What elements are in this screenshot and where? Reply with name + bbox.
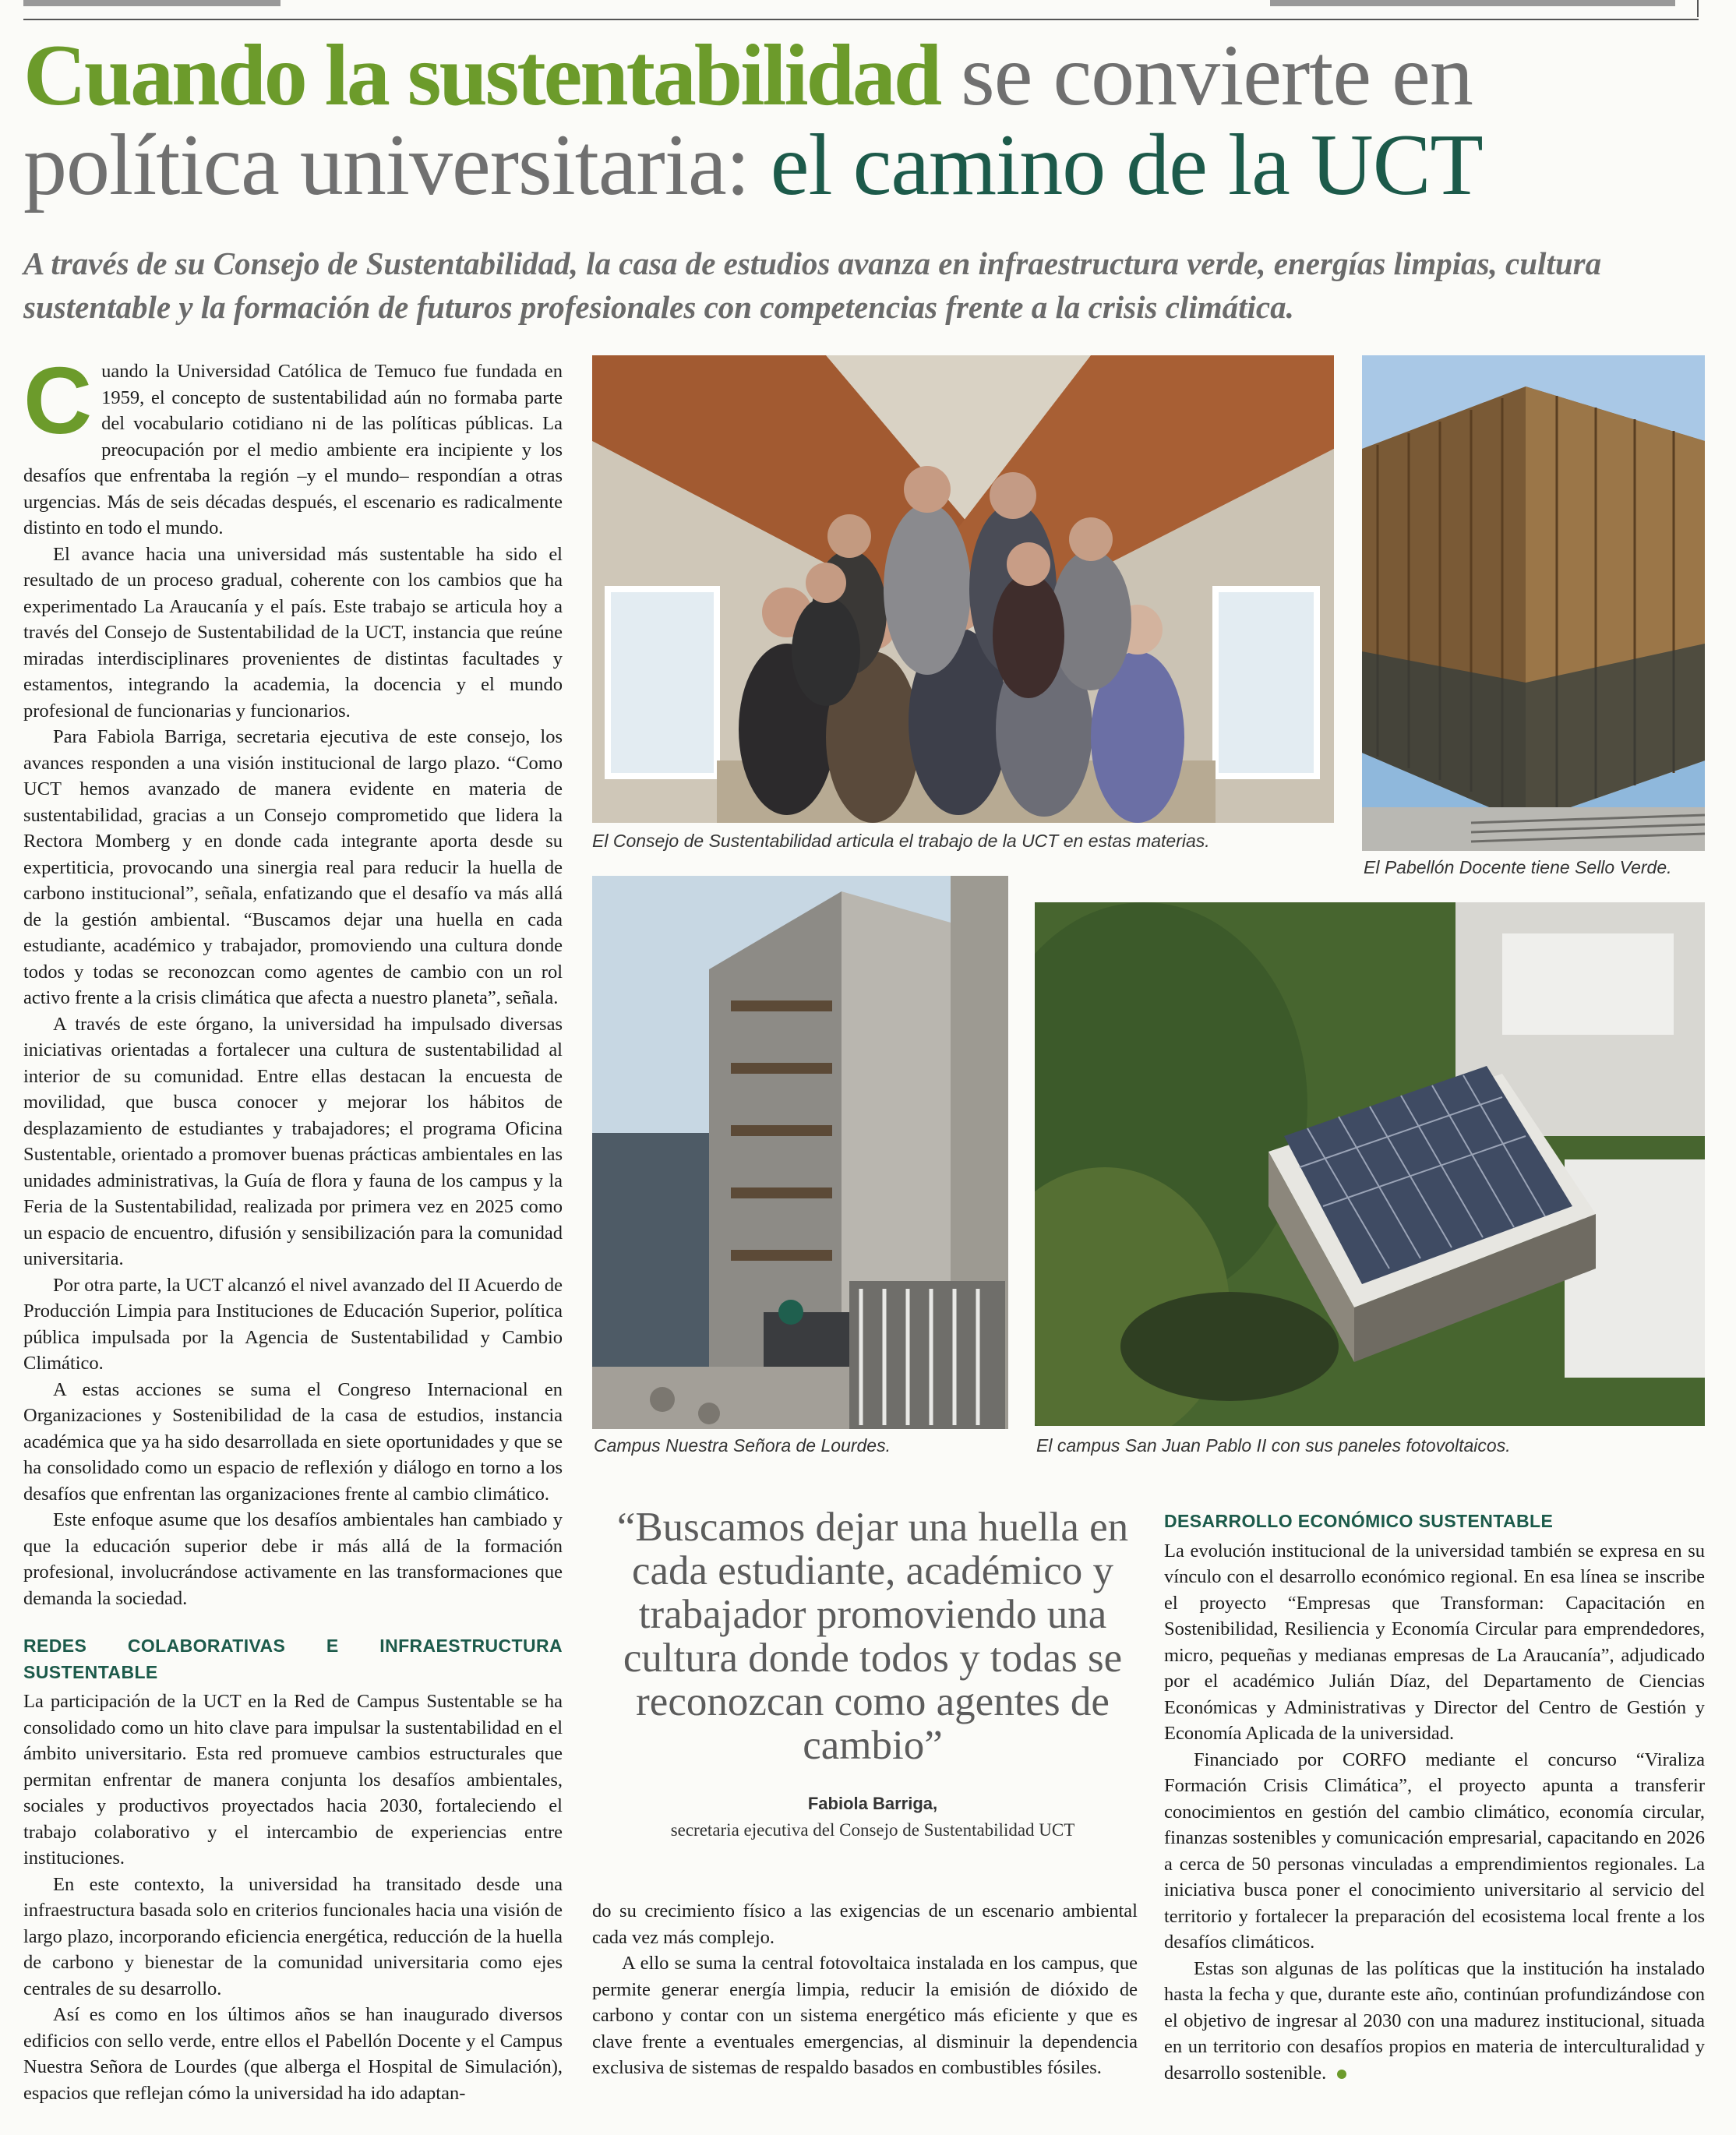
section-heading-desarrollo: DESARROLLO ECONÓMICO SUSTENTABLE <box>1164 1511 1554 1531</box>
header-right-mark <box>1270 0 1675 6</box>
article-column-3 <box>1164 1509 1705 2086</box>
header-left-mark <box>23 0 281 6</box>
col3-paragraph-3-text: Estas son algunas de las políticas que la institución ha instalado hasta la fecha y que, durante este año, continúan profundizándose con el objetivo de ingresar al 2030 con una madurez institucional, situada en un territorio con desafíos propios en materia de interculturalidad y desarrollo sostenible. <box>1164 1957 1705 2084</box>
caption-council: El Consejo de Sustentabilidad articula el trabajo de la UCT en estas materias. <box>592 831 1210 851</box>
col1-paragraph-9: En este contexto, la universidad ha transitado desde una infraestructura basada solo en criterios funcionales hacia una visión de largo plazo, incorporando eficiencia energética, reducción de la huella de carbono y bienestar de la comunidad universitaria como ejes centrales de su desarrollo. <box>23 1873 563 1999</box>
campus-san-juan-pablo-photo <box>1035 902 1705 1426</box>
page-header-rule <box>23 0 1699 20</box>
col1-paragraph-1: Cuando la Universidad Católica de Temuco fue fundada en 1959, el concepto de sustentabilidad aún no formaba parte del vocabulario cotidiano ni de las políticas públicas. La preocupación por el medio ambiente era incipiente y los desafíos que enfrentaba la región –y el mundo– respondían a otras urgencias. Más de seis décadas después, el escenario es radicalmente distinto en todo el mundo. <box>23 348 563 538</box>
col1-paragraph-3: Para Fabiola Barriga, secretaria ejecutiva de este consejo, los avances responden a una visión institucional de largo plazo. “Como UCT hemos avanzado de manera evidente en materia de sustentabilidad, gracias a un Consejo comprometido que lidera la Rectora Momberg y en donde cada integrante aporta desde su expertiticia, provocando una sinergia real para reducir la huella de carbono institucional”, señala, enfatizando que el desafío va más allá de la gestión ambiental. “Buscamos dejar una huella en cada estudiante, académico y trabajador, promoviendo una cultura donde todos y todas se reconozcan como agentes de cambio con un rol activo frente a la crisis climática que afecta a nuestro planeta”, señala. <box>23 726 563 1008</box>
headline <box>23 27 1699 214</box>
headline-part-3: el camino de la UCT <box>770 117 1483 214</box>
col1-paragraph-8: La participación de la UCT en la Red de Campus Sustentable se ha consolidado como un hito clave para impulsar la sustentabilidad en el ámbito universitario. Esta red promueve cambios estructurales que permitan enfrentar de manera conjunta los desafíos ambientales, sociales y productivos proyectados hacia 2030, fortaleciendo el trabajo colaborativo y el intercambio de experiencias entre instituciones. <box>23 1691 563 1869</box>
end-of-article-dot-icon <box>1337 2070 1346 2079</box>
col1-paragraph-5: Por otra parte, la UCT alcanzó el nivel avanzado del II Acuerdo de Producción Limpia para Instituciones de Educación Superior, política pública impulsada por la Agencia de Sustentabilidad y Cambio Climático. <box>23 1274 563 1374</box>
col3-paragraph-1: La evolución institucional de la universidad también se expresa en su vínculo con el desarrollo económico regional. En esa línea se inscribe el proyecto “Empresas que Transforman: Capacitación en Sostenibilidad, Resiliencia y Economía Circular para emprendedores, micro, pequeñas y medianas empresas de La Araucanía”, adjudicado por el académico Julián Díaz, del Departamento de Ciencias Económicas y Administrativas y Director del Centro de Gestión y Economía Aplicada de la universidad. <box>1164 1540 1705 1744</box>
deck-subtitle: A través de su Consejo de Sustentabilidad, la casa de estudios avanza en infraestructura verde, energías limpias, cultura sustentable y la formación de futuros profesionales con competencias frente a la crisis climática. <box>23 245 1602 325</box>
col1-paragraph-10: Así es como en los últimos años se han inaugurado diversos edificios con sello verde, entre ellos el Pabellón Docente y el Campus Nuestra Señora de Lourdes (que alberga el Hospital de Simulación), espacios que reflejan cómo la universidad ha ido adaptan- <box>23 2004 563 2104</box>
article-column-2 <box>592 1898 1138 2081</box>
pull-quote-text: “Buscamos dejar una huella en cada estudiante, académico y trabajador promoviendo una cultura donde todos y todas se reconozcan como agentes de cambio” <box>616 1505 1129 1768</box>
pabellon-docente-photo <box>1362 355 1705 851</box>
pull-quote <box>592 1505 1153 1840</box>
col1-paragraph-4: A través de este órgano, la universidad ha impulsado diversas iniciativas orientadas a fortalecer una cultura de sustentabilidad al interior de su comunidad. Entre ellas destacan la encuesta de movilidad, que busca conocer y mejorar los hábitos de desplazamiento de estudiantes y trabajadores; el programa Oficina Sustentable, orientado a promover buenas prácticas ambientales en las unidades administrativas, la Guía de flora y fauna de los campus y la Feria de la Sustentabilidad, realizada por primera vez en 2025 como un espacio de encuentro, difusión y sensibilización para la comunidad universitaria. <box>23 1013 563 1269</box>
header-page-divider <box>1697 0 1699 17</box>
caption-pabellon: El Pabellón Docente tiene Sello Verde. <box>1364 857 1672 877</box>
pull-quote-attribution-role: secretaria ejecutiva del Consejo de Sustentabilidad UCT <box>670 1820 1075 1840</box>
col2-paragraph-2: A ello se suma la central fotovoltaica instalada en los campus, que permite generar energía limpia, reducir la emisión de dióxido de carbono y contar con un sistema energético más eficiente y que es clave frente a eventuales emergencias, al disminuir la dependencia exclusiva de sistemas de respaldo basados en combustibles fósiles. <box>592 1953 1138 2078</box>
council-group-photo <box>592 355 1334 823</box>
col2-paragraph-1: do su crecimiento físico a las exigencias de un escenario ambiental cada vez más complejo. <box>592 1900 1138 1948</box>
col3-paragraph-3 <box>1164 1956 1705 2087</box>
col1-paragraph-2: El avance hacia una universidad más sustentable ha sido el resultado de un proceso gradual, coherente con los cambios que ha experimentado La Araucanía y el país. Este trabajo se articula hoy a través del Consejo de Sustentabilidad de la UCT, instancia que reúne miradas interdisciplinares provenientes de distintas facultades y estamentos, integrando la academia, la docencia y el mundo profesional de funcionarias y funcionarios. <box>23 543 563 722</box>
col3-paragraph-2: Financiado por CORFO mediante el concurso “Viraliza Formación Crisis Climática”, el proyecto apunta a transferir conocimientos en gestión del cambio climático, economía circular, finanzas sostenibles y comunicación empresarial, capacitando en 2026 a cerca de 50 personas vinculadas a emprendimientos regionales. La iniciativa busca poner el conocimiento universitario al servicio del territorio y fortalecer la preparación del ecosistema local frente a los desafíos climáticos. <box>1164 1749 1705 1953</box>
col1-paragraph-7: Este enfoque asume que los desafíos ambientales han cambiado y que la educación superior debe ir más allá de la formación profesional, involucrándose activamente en las transformaciones que demanda la sociedad. <box>23 1509 563 1609</box>
caption-san-juan-pablo: El campus San Juan Pablo II con sus paneles fotovoltaicos. <box>1036 1435 1511 1456</box>
headline-part-2: se convierte en política universitaria: <box>23 27 1473 214</box>
pull-quote-attribution-name: Fabiola Barriga, <box>807 1794 938 1813</box>
col1-paragraph-6: A estas acciones se suma el Congreso Internacional en Organizaciones y Sostenibilidad de la casa de estudios, instancia académica que ya ha sido desarrollada en siete oportunidades y que se ha consolidado como un espacio de reflexión y diálogo en torno a los desafíos que enfrentan las organizaciones frente al cambio climático. <box>23 1378 563 1505</box>
section-heading-redes: REDES COLABORATIVAS E INFRAESTRUCTURA SUSTENTABLE <box>23 1636 563 1682</box>
article-column-1 <box>23 348 563 2106</box>
caption-lourdes: Campus Nuestra Señora de Lourdes. <box>594 1435 891 1456</box>
headline-part-1: Cuando la sustentabilidad <box>23 27 940 124</box>
campus-lourdes-photo <box>592 876 1008 1429</box>
